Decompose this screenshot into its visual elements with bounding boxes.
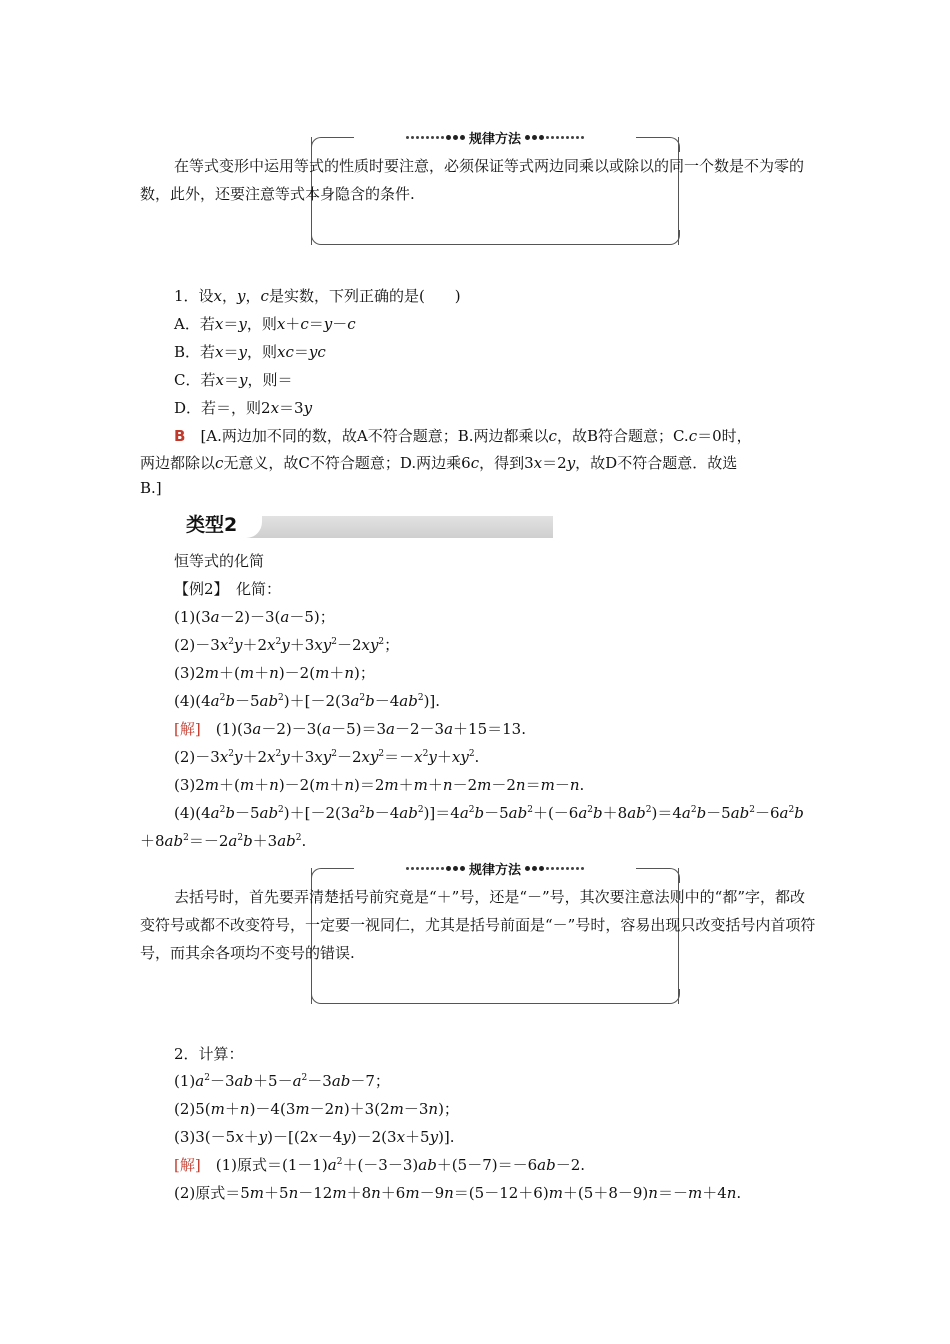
dots-right-icon [525,866,584,871]
ex2-item-2: $(2)-3x^2y+2x^2y+3xy^2-2xy^2$； [174,636,400,654]
ex2-item-3: (3)2m＋(m＋n)－2(m＋n)； [174,664,375,682]
solution-tag: [解] [174,1156,201,1174]
q1-answer-line-3: B.] [140,479,162,497]
q1-option-d: D．若＝，则2x＝3y [174,399,313,417]
ex2-item-1: (1)(3a－2)－3(a－5)； [174,608,335,626]
ex2-solution-2: $(2)-3x^2y+2x^2y+3xy^2-2xy^2=-x^2y+xy^2$. [174,748,480,766]
q1-option-b: B．若x＝y，则xc＝yc [174,343,326,361]
q1-option-a: A．若x＝y，则x＋c＝y－c [174,315,356,333]
ex2-solution-3: (3)2m＋(m＋n)－2(m＋n)＝2m＋m＋n－2m－2n＝m－n. [174,776,585,794]
ex2-solution-4a: $(4)(4a^2b-5ab^2)+[-2(3a^2b-4ab^2)]=4a^2b-5ab^2+(-6a^2b+8ab^2)=4a^2b-5ab^2-6a^2b$ [174,804,804,822]
example-2-label: 【例2】 化简： [174,580,282,598]
q1-option-c: C．若x＝y，则＝ [174,371,293,389]
q1-answer-line-2: 两边都除以c无意义，故C不符合题意；D.两边乘6c，得到3x＝2y，故D不符合题意．故选 [140,454,738,472]
type-header-label: 类型2 [176,513,262,538]
q1-answer: B [174,427,186,445]
method-box-2-text: 去括号时，首先要弄清楚括号前究竟是“＋”号，还是“－”号，其次要注意法则中的“都”字，都改变符号或都不改变符号，一定要一视同仁，尤其是括号前面是“－”号时，容易出现只改变括号内首项符号，而其余各项均不变号的错误. [140,888,816,962]
solution-tag: [解] [174,720,201,738]
q1-answer-line-1: B [A.两边加不同的数，故A不符合题意；B.两边都乘以c，故B符合题意；C.c＝0时， [174,427,752,445]
dots-right-icon [525,135,584,140]
q2-item-1: $(1)a^2-3ab+5-a^2-3ab-7$； [174,1072,390,1090]
method-box-title: 规律方法 [352,128,638,147]
method-box-1-text: 在等式变形中运用等式的性质时要注意，必须保证等式两边同乘以或除以的同一个数是不为零的数，此外，还要注意等式本身隐含的条件. [140,157,805,203]
q2-solution-2: (2)原式＝5m＋5n－12m＋8n＋6m－9n＝(5－12＋6)m＋(5＋8－9)n＝－m＋4n. [174,1184,742,1202]
q2-item-3: (3)3(－5x＋y)－[(2x－4y)－2(3x＋5y)]. [174,1128,455,1146]
q2-stem: 2．计算： [174,1045,244,1063]
ex2-solution-4b: $+8ab^2=-2a^2b+3ab^2$. [140,832,307,850]
ex2-item-4: $(4)(4a^2b-5ab^2)+[-2(3a^2b-4ab^2)]$. [174,692,441,710]
ex2-solution-1: [解] (1)(3a－2)－3(a－5)＝3a－2－3a＋15＝13. [174,720,526,738]
method-box-title: 规律方法 [352,859,638,878]
dots-left-icon [406,135,465,140]
q2-item-2: (2)5(m＋n)－4(3m－2n)＋3(2m－3n)； [174,1100,459,1118]
type-title: 恒等式的化简 [174,552,265,570]
q2-solution-1: [解] (1)原式$=(1-1)a^2+(-3-3)ab+(5-7)=-6ab-2$. [174,1156,585,1174]
dots-left-icon [406,866,465,871]
q1-stem: 1．设x，y，c是实数，下列正确的是( ) [174,287,461,305]
